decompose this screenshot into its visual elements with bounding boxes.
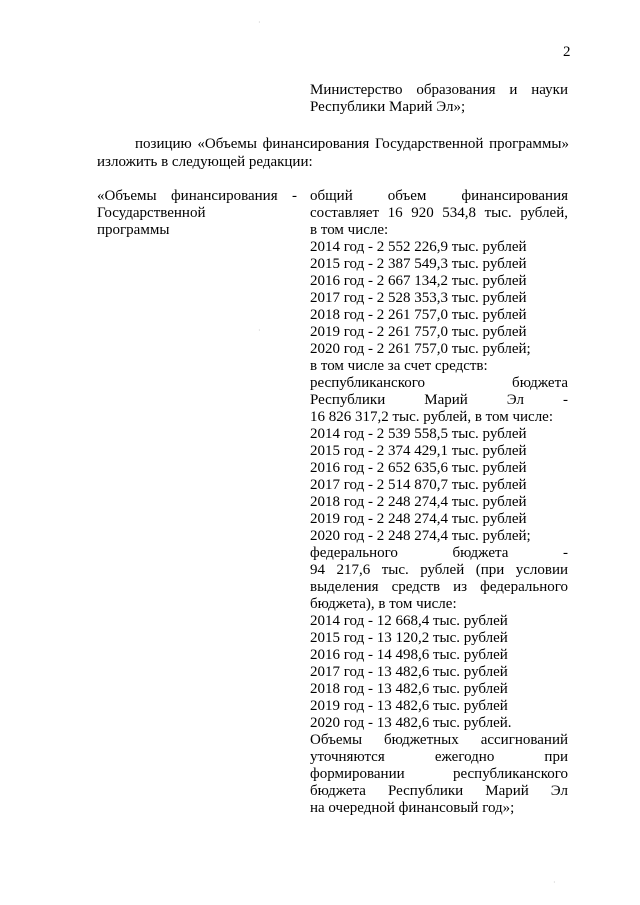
financing-line: республиканского бюджета: [310, 375, 568, 391]
financing-line: бюджета), в том числе:: [310, 596, 457, 612]
financing-line: составляет 16 920 534,8 тыс. рублей,: [310, 205, 568, 221]
financing-line: 2020 год - 2 261 757,0 тыс. рублей;: [310, 341, 531, 357]
financing-line: Объемы бюджетных ассигнований: [310, 732, 568, 748]
financing-line: 2017 год - 2 514 870,7 тыс. рублей: [310, 477, 527, 493]
financing-line: 2019 год - 2 248 274,4 тыс. рублей: [310, 511, 527, 527]
financing-line: в том числе:: [310, 222, 389, 238]
financing-line: формировании республиканского: [310, 766, 568, 782]
ministry-line: Республики Марий Эл»;: [310, 99, 466, 115]
intro-line: изложить в следующей редакции:: [97, 153, 313, 170]
financing-line: выделения средств из федерального: [310, 579, 568, 595]
intro-line: позицию «Объемы финансирования Государственной программы»: [135, 136, 569, 152]
financing-line: общий объем финансирования: [310, 188, 568, 204]
financing-line: уточняются ежегодно при: [310, 749, 568, 765]
financing-line: 2020 год - 13 482,6 тыс. рублей.: [310, 715, 512, 731]
financing-line: федерального бюджета -: [310, 545, 568, 561]
financing-details: [310, 188, 568, 817]
intro-paragraph: [97, 136, 569, 171]
financing-line: 2019 год - 13 482,6 тыс. рублей: [310, 698, 508, 714]
ministry-block: [310, 82, 568, 116]
scan-mark: ·: [553, 878, 556, 887]
financing-line: 94 217,6 тыс. рублей (при условии: [310, 562, 568, 578]
financing-line: 2015 год - 13 120,2 тыс. рублей: [310, 630, 508, 646]
financing-line: 2018 год - 2 248 274,4 тыс. рублей: [310, 494, 527, 510]
label-line: «Объемы финансирования -: [97, 188, 297, 204]
financing-line: 2015 год - 2 387 549,3 тыс. рублей: [310, 256, 527, 272]
financing-line: 16 826 317,2 тыс. рублей, в том числе:: [310, 409, 554, 425]
scan-mark: ·: [258, 18, 261, 27]
label-line: программы: [97, 222, 170, 238]
financing-line: 2018 год - 2 261 757,0 тыс. рублей: [310, 307, 527, 323]
financing-line: 2016 год - 2 667 134,2 тыс. рублей: [310, 273, 527, 289]
label-line: Государственной: [97, 205, 206, 221]
position-label: [97, 188, 297, 239]
financing-line: 2014 год - 2 552 226,9 тыс. рублей: [310, 239, 527, 255]
financing-line: бюджета Республики Марий Эл: [310, 783, 568, 799]
page-number: 2: [563, 44, 571, 60]
financing-line: 2017 год - 2 528 353,3 тыс. рублей: [310, 290, 527, 306]
financing-line: 2014 год - 12 668,4 тыс. рублей: [310, 613, 508, 629]
scan-mark: ·: [258, 326, 261, 335]
financing-line: 2016 год - 14 498,6 тыс. рублей: [310, 647, 508, 663]
financing-line: Республики Марий Эл -: [310, 392, 568, 408]
financing-line: 2019 год - 2 261 757,0 тыс. рублей: [310, 324, 527, 340]
financing-line: 2017 год - 13 482,6 тыс. рублей: [310, 664, 508, 680]
financing-line: 2018 год - 13 482,6 тыс. рублей: [310, 681, 508, 697]
financing-line: на очередной финансовый год»;: [310, 800, 515, 816]
financing-line: 2020 год - 2 248 274,4 тыс. рублей;: [310, 528, 531, 544]
financing-line: 2015 год - 2 374 429,1 тыс. рублей: [310, 443, 527, 459]
financing-line: 2016 год - 2 652 635,6 тыс. рублей: [310, 460, 527, 476]
ministry-line: Министерство образования и науки: [310, 82, 568, 98]
financing-line: 2014 год - 2 539 558,5 тыс. рублей: [310, 426, 527, 442]
financing-line: в том числе за счет средств:: [310, 358, 488, 374]
